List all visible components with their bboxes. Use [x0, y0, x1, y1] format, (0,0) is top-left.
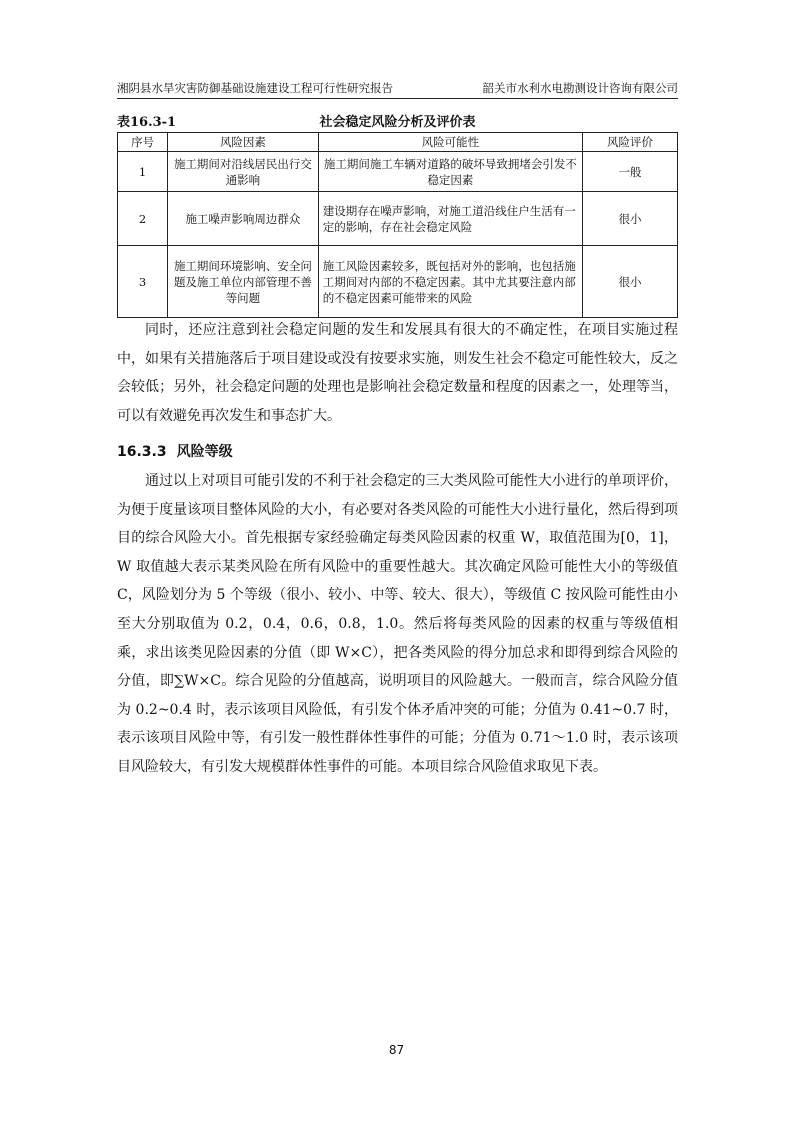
cell-rating: 一般: [583, 152, 678, 192]
column-header-no: 序号: [118, 133, 168, 152]
page-number: 87: [388, 1043, 405, 1057]
column-header-rating: 风险评价: [583, 133, 678, 152]
table-title: 社会稳定风险分析及评价表: [319, 115, 476, 130]
cell-possibility: 施工风险因素较多，既包括对外的影响，也包括施工期间对内部的不稳定因素。其中尤其要注意内部的不稳定因素可能带来的风险: [318, 246, 582, 318]
running-header: [117, 78, 678, 99]
table-number: 表16.3-1: [117, 115, 177, 130]
body-paragraph: 通过以上对项目可能引发的不利于社会稳定的三大类风险可能性大小进行的单项评价，为便于度量该项目整体风险的大小，有必要对各类风险的可能性大小进行量化，然后得到项目的综合风险大小。首先根据专家经验确定每类风险因素的权重 W，取值范围为[0，1]，W 取值越大表示某类风险在所有风险中的重要性越大。其次确定风险可能性大小的等级值 C，风险划分为 5 个等级（很小、较小、中等、较大、很大），等级值 C 按风险可能性由小至大分别取值为 0.2，0.4，0.6，0.8，1.0。然后将每类风险的因素的权重与等级值相乘，求出该类见险因素的分值（即 W×C），把各类风险的得分加总求和即得到综合风险的分值，即∑W×C。综合见险的分值越高，说明项目的风险越大。一般而言，综合风险分值为 0.2~0.4 时，表示该项目风险低，有引发个体矛盾冲突的可能；分值为 0.41~0.7 时，表示该项目风险中等，有引发一般性群体性事件的可能；分值为 0.71～1.0 时，表示该项目风险较大，有引发大规模群体性事件的可能。本项目综合风险值求取见下表。: [117, 473, 678, 775]
cell-rating: 很小: [583, 246, 678, 318]
cell-possibility: 施工期间施工车辆对道路的破坏导致拥堵会引发不稳定因素: [318, 152, 582, 192]
table-header-row: [118, 133, 678, 152]
column-header-factor: 风险因素: [168, 133, 319, 152]
section-number: 16.3.3: [117, 444, 167, 460]
cell-rating: 很小: [583, 192, 678, 246]
table-row: [118, 246, 678, 318]
cell-no: 2: [118, 192, 168, 246]
header-report-title: 湘阴县水旱灾害防御基础设施建设工程可行性研究报告: [117, 81, 393, 95]
body-paragraph: 同时，还应注意到社会稳定问题的发生和发展具有很大的不确定性，在项目实施过程中，如果有关措施落后于项目建设或没有按要求实施，则发生社会不稳定可能性较大，反之会较低；另外，社会稳定问题的处理也是影响社会稳定数量和程度的因素之一，处理等当，可以有效避免再次发生和事态扩大。: [117, 322, 678, 424]
cell-factor: 施工期间对沿线居民出行交通影响: [168, 152, 319, 192]
section-heading: [117, 441, 233, 461]
table-row: [118, 152, 678, 192]
cell-no: 3: [118, 246, 168, 318]
risk-analysis-table: [117, 132, 678, 318]
table-caption: [117, 111, 678, 129]
section-title: 风险等级: [176, 444, 233, 460]
cell-factor: 施工期间环境影响、安全问题及施工单位内部管理不善等问题: [168, 246, 319, 318]
cell-no: 1: [118, 152, 168, 192]
column-header-possibility: 风险可能性: [318, 133, 582, 152]
cell-factor: 施工噪声影响周边群众: [168, 192, 319, 246]
cell-possibility: 建设期存在噪声影响，对施工道沿线住户生活有一定的影响，存在社会稳定风险: [318, 192, 582, 246]
header-company-name: 韶关市水利水电勘测设计咨询有限公司: [482, 81, 678, 95]
table-row: [118, 192, 678, 246]
